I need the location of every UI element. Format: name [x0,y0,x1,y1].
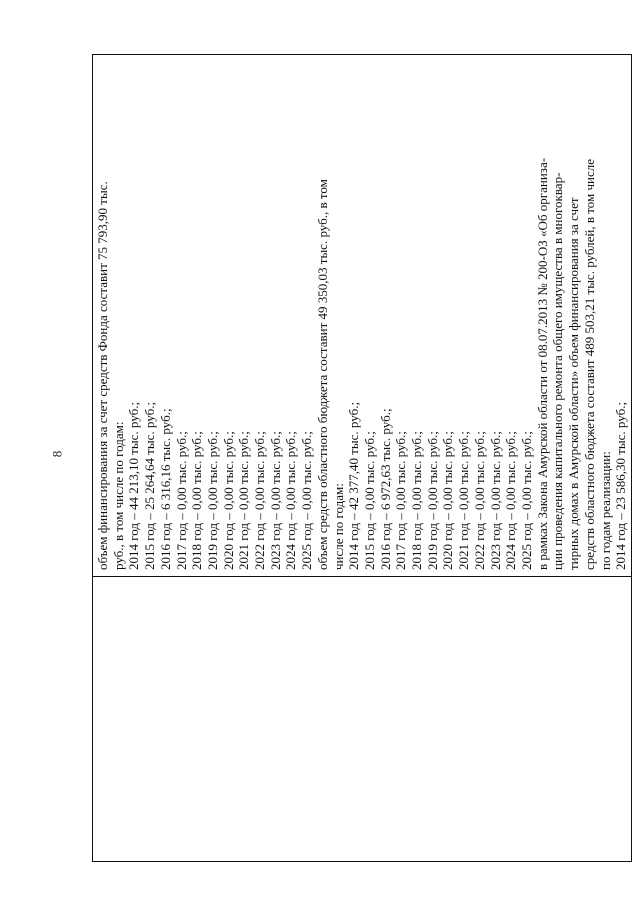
text-line: средств областного бюджета составит 489 503,21 тыс. рублей, в том числе [581,158,597,570]
text-line: 2018 год – 0,00 тыс. руб.; [189,431,205,570]
text-line: 2015 год – 25 264,64 тыс. руб.; [142,401,158,570]
text-line: по годам реализации: [597,451,613,570]
text-line: 2022 год – 0,00 тыс. руб.; [471,431,487,570]
text-line: 2023 год – 0,00 тыс. руб.; [487,431,503,570]
text-line: объем средств областного бюджета составит 49 350,03 тыс. руб., в том [314,179,330,570]
text-line: 2025 год – 0,00 тыс. руб.; [518,431,534,570]
text-line: 2022 год – 0,00 тыс. руб.; [252,431,268,570]
text-line: 2017 год – 0,00 тыс. руб.; [173,431,189,570]
text-line: 2014 год – 44 213,10 тыс. руб.; [126,401,142,570]
text-line: 2014 год – 42 377,40 тыс. руб.; [346,401,362,570]
left-cell [93,577,632,862]
table-row [93,55,632,862]
funding-text [95,61,629,570]
text-line: 2016 год – 6 972,63 тыс. руб.; [377,408,393,570]
text-line: 2020 год – 0,00 тыс. руб.; [440,431,456,570]
text-line: 2023 год – 0,00 тыс. руб.; [267,431,283,570]
text-line: 2018 год – 0,00 тыс. руб.; [409,431,425,570]
text-line: 2019 год – 0,00 тыс. руб.; [204,431,220,570]
text-line: 2017 год – 0,00 тыс. руб.; [393,431,409,570]
text-line: 2019 год – 0,00 тыс. руб.; [424,431,440,570]
right-cell [93,55,632,577]
text-line: руб., в том числе по годам: [110,421,126,570]
funding-table [92,54,632,862]
text-line: 2020 год – 0,00 тыс. руб.; [220,431,236,570]
text-line: 2015 год – 0,00 тыс. руб.; [361,431,377,570]
text-line: 2021 год – 0,00 тыс. руб.; [236,431,252,570]
text-line: числе по годам: [330,483,346,570]
page-number: 8 [49,450,65,458]
text-line: 2014 год – 23 586,30 тыс. руб.; [613,401,629,570]
text-line: ции проведения капитального ремонта общего имущества в многоквар- [550,172,566,570]
text-line: в рамках Закона Амурской области от 08.07.2013 № 200-ОЗ «Об организа- [534,157,550,570]
text-line: 2016 год – 6 316,16 тыс. руб.; [157,408,173,570]
text-line: объем финансирования за счет средств Фонда составит 75 793,90 тыс. [95,181,110,570]
text-line: тирных домах в Амурской области» объем финансирования за счет [566,197,582,570]
text-line: 2025 год – 0,00 тыс. руб.; [299,431,315,570]
text-line: 2021 год – 0,00 тыс. руб.; [456,431,472,570]
text-line: 2024 год – 0,00 тыс. руб.; [283,431,299,570]
rotated-page-content [92,54,629,862]
text-line: 2024 год – 0,00 тыс. руб.; [503,431,519,570]
